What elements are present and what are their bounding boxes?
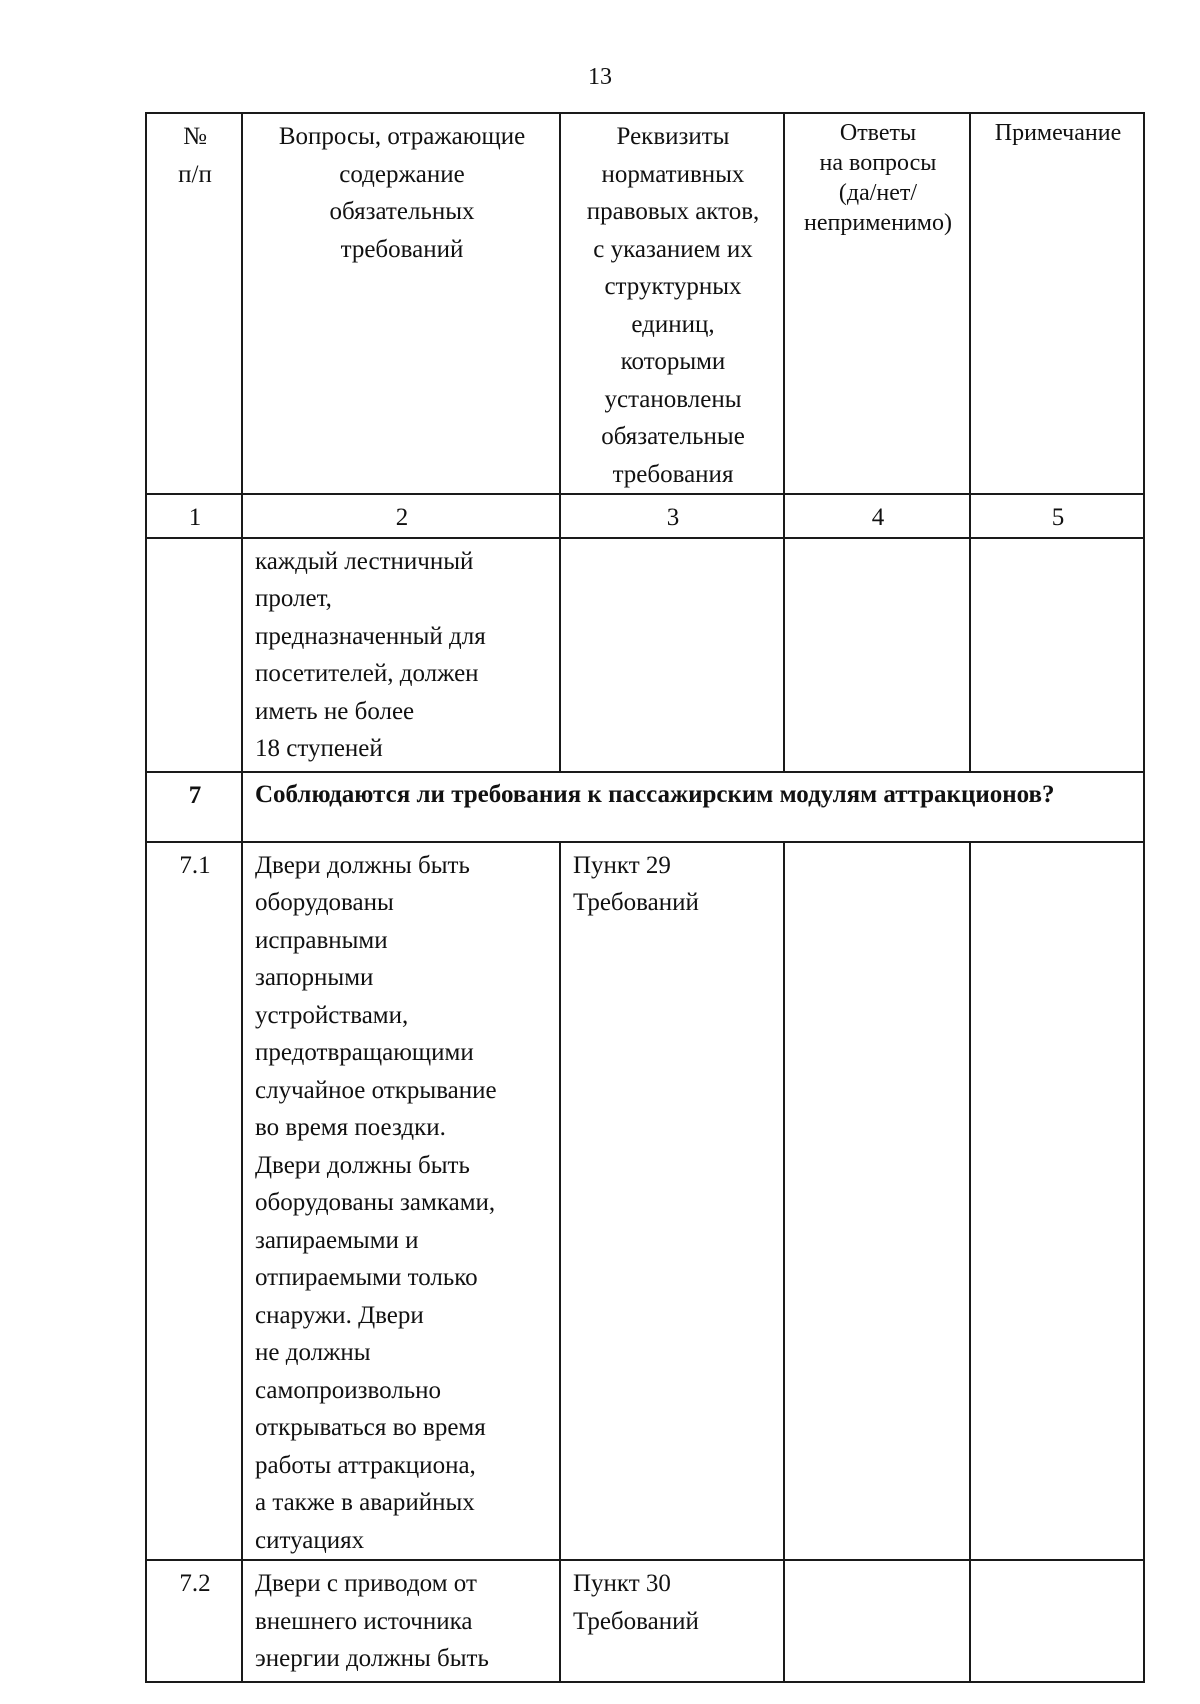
row-answer [784, 842, 970, 1561]
column-number: 1 [146, 494, 242, 538]
section-row [146, 772, 1144, 842]
header-legal-references: Реквизиты нормативных правовых актов, с указанием их структурных единиц, которыми установлены обязательные требования [560, 113, 784, 494]
row-note [970, 1560, 1144, 1682]
row-reference: Пункт 30 Требований [560, 1560, 784, 1682]
row-answer [784, 1560, 970, 1682]
section-number: 7 [146, 772, 242, 842]
table-row [146, 538, 1144, 772]
row-question: Двери с приводом от внешнего источника энергии должны быть [242, 1560, 560, 1682]
column-number: 5 [970, 494, 1144, 538]
section-title: Соблюдаются ли требования к пассажирским модулям аттракционов? [242, 772, 1144, 842]
row-number: 7.1 [146, 842, 242, 1561]
table-header-row [146, 113, 1144, 494]
column-number: 4 [784, 494, 970, 538]
row-answer [784, 538, 970, 772]
row-note [970, 842, 1144, 1561]
table-row [146, 1560, 1144, 1682]
row-number: 7.2 [146, 1560, 242, 1682]
page-number: 13 [588, 64, 612, 90]
column-numbers-row [146, 494, 1144, 538]
header-questions: Вопросы, отражающие содержание обязательных требований [242, 113, 560, 494]
row-question: каждый лестничный пролет, предназначенный для посетителей, должен иметь не более 18 ступеней [242, 538, 560, 772]
row-number [146, 538, 242, 772]
row-note [970, 538, 1144, 772]
column-number: 2 [242, 494, 560, 538]
row-question: Двери должны быть оборудованы исправными запорными устройствами, предотвращающими случайное открывание во время поездки. Двери должны быть оборудованы замками, запираемыми и отпираемыми только снаружи. Двери не должны самопроизвольно открываться во время работы аттракциона, а также в аварийных ситуациях [242, 842, 560, 1561]
row-reference [560, 538, 784, 772]
row-reference: Пункт 29 Требований [560, 842, 784, 1561]
header-number: № п/п [146, 113, 242, 494]
header-answers: Ответы на вопросы (да/нет/ неприменимо) [784, 113, 970, 494]
header-notes: Примечание [970, 113, 1144, 494]
table-row [146, 842, 1144, 1561]
checklist-table [145, 112, 1145, 1683]
column-number: 3 [560, 494, 784, 538]
